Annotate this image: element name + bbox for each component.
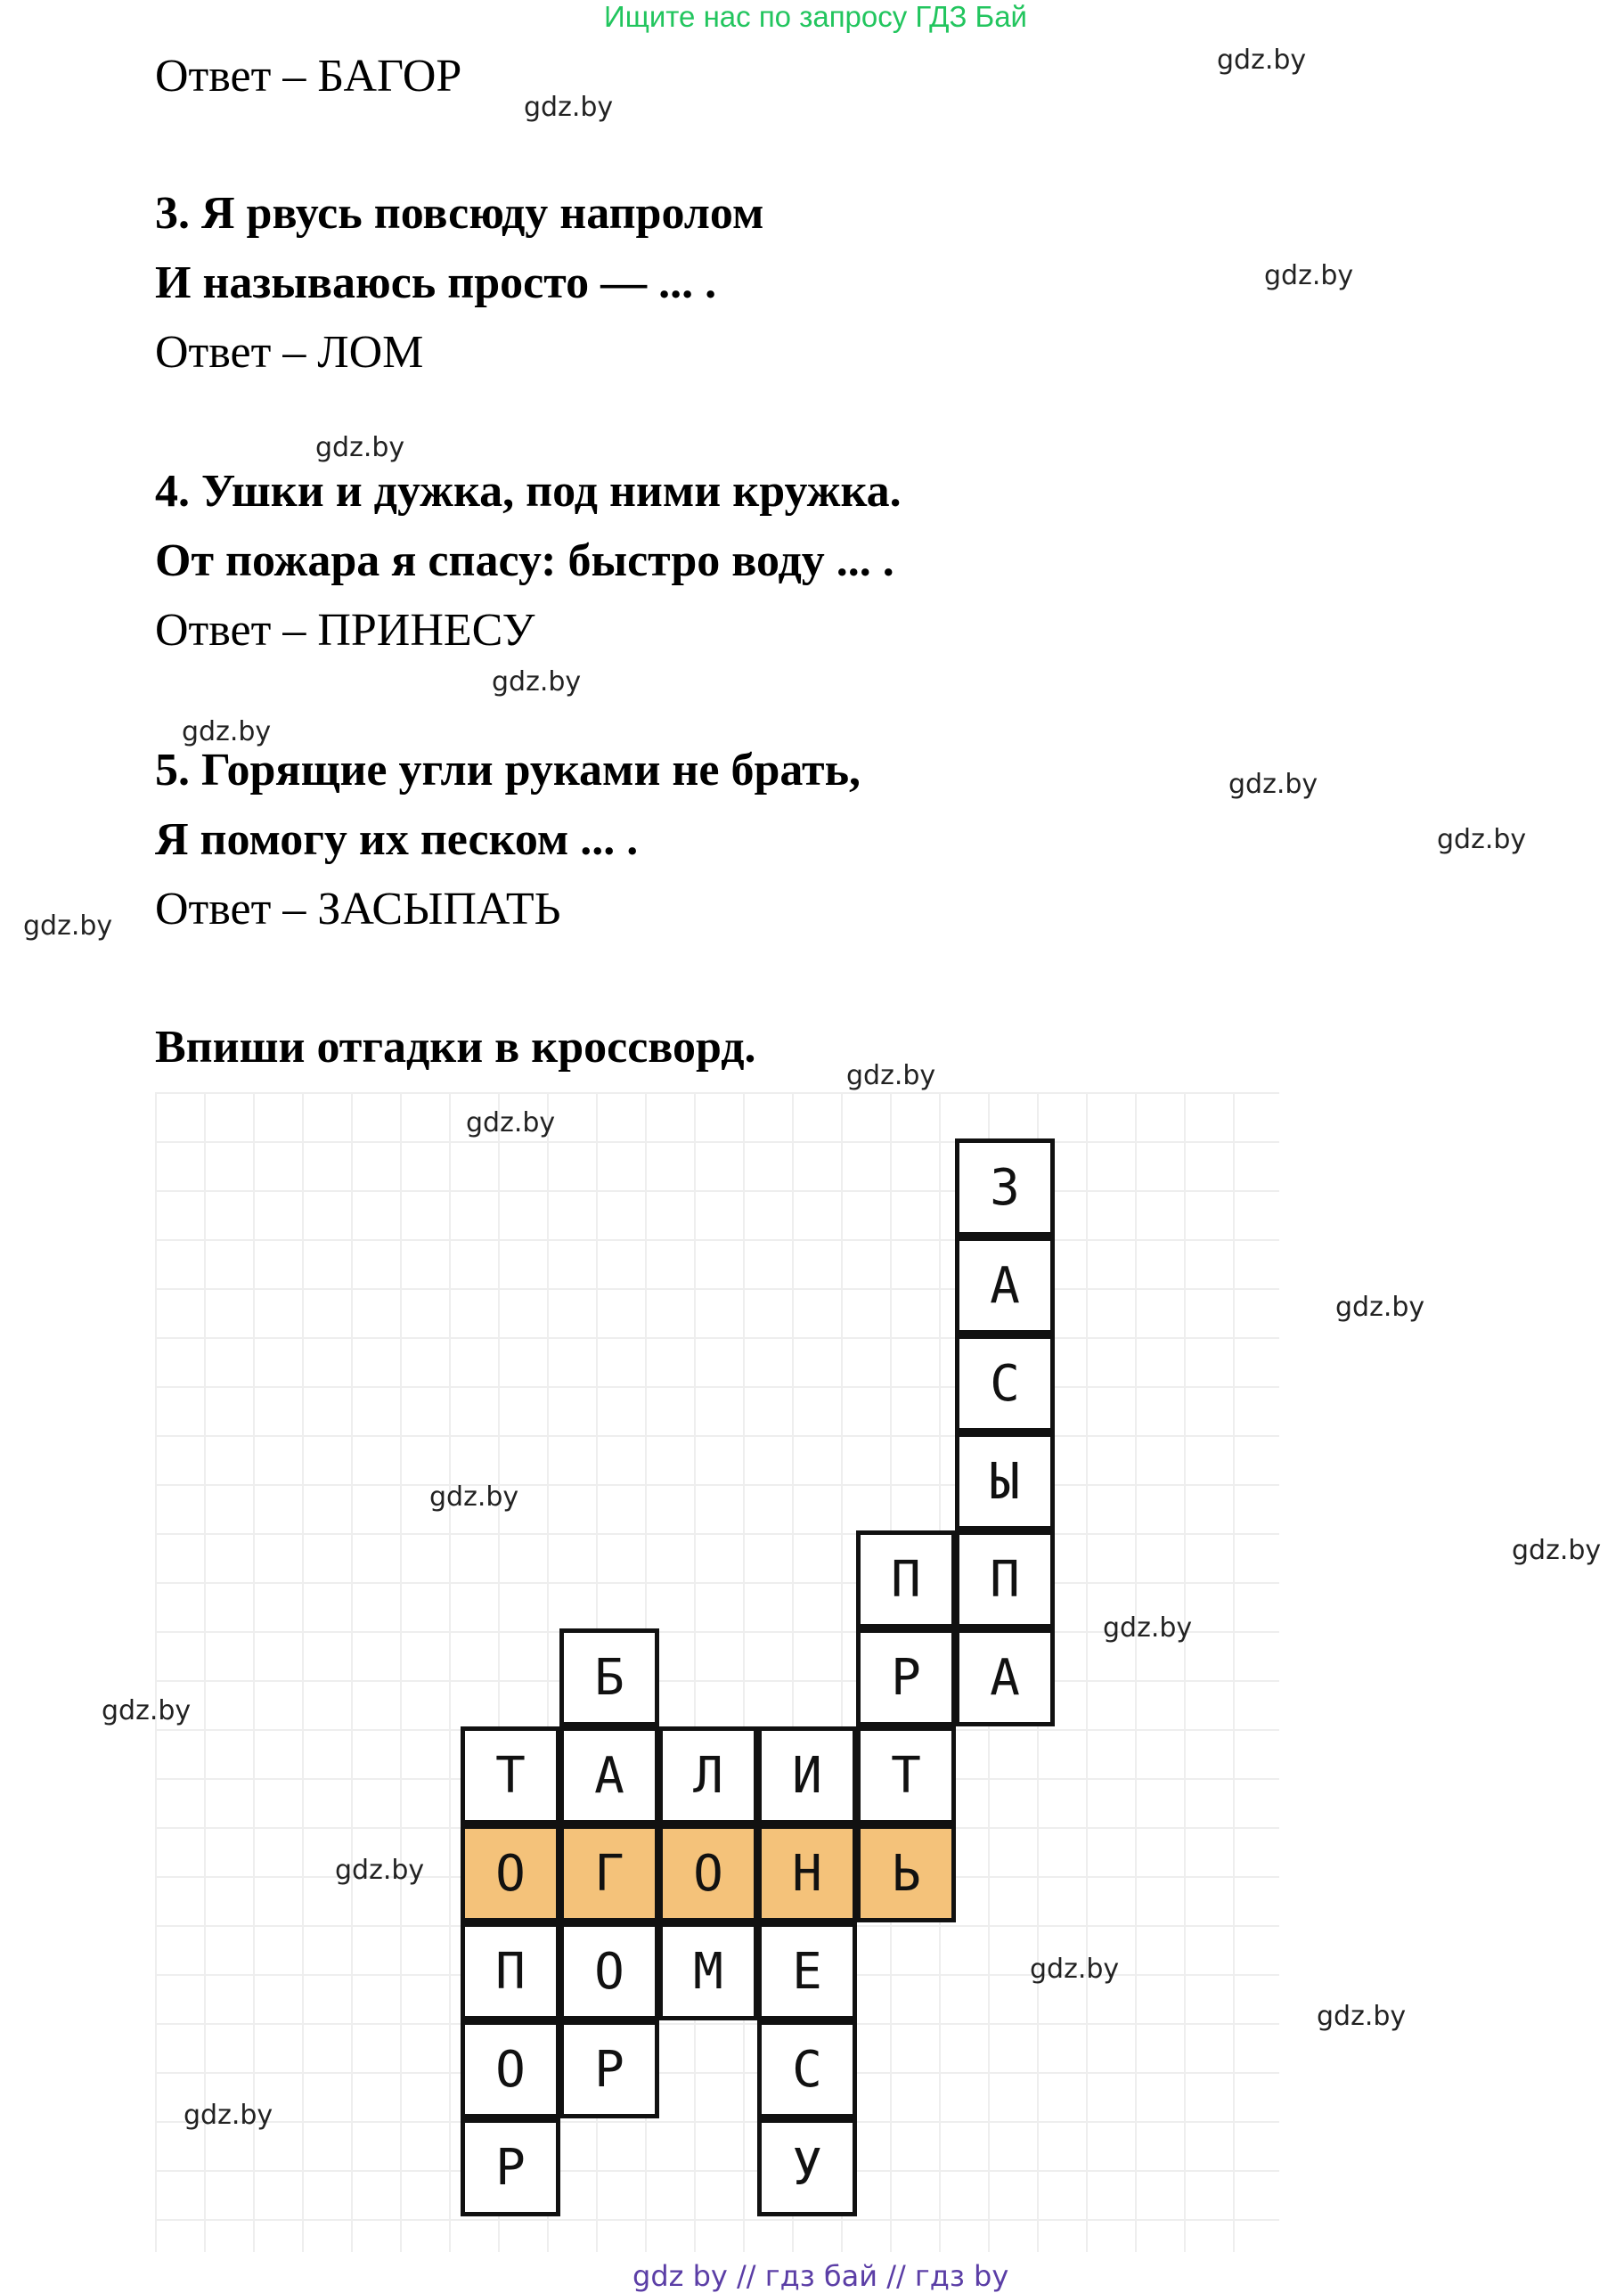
- watermark: gdz.by: [1512, 1535, 1602, 1566]
- crossword-cell: О: [658, 1824, 758, 1922]
- riddle-4-line-2: От пожара я спасу: быстро воду ... .: [155, 535, 894, 586]
- watermark: gdz.by: [1335, 1292, 1425, 1323]
- crossword-cell: О: [461, 1824, 560, 1922]
- crossword-cell: Н: [757, 1824, 857, 1922]
- riddle-3-line-2: И называюсь просто — ... .: [155, 257, 717, 308]
- riddle-5-line-2: Я помогу их песком ... .: [155, 814, 639, 865]
- crossword-cell: Г: [559, 1824, 659, 1922]
- top-banner[interactable]: Ищите нас по запросу ГДЗ Бай: [604, 0, 1027, 33]
- riddle-3-answer: Ответ – ЛОМ: [155, 327, 424, 378]
- riddle-3-line-1: 3. Я рвусь повсюду напролом: [155, 188, 764, 239]
- crossword-cell: М: [658, 1922, 758, 2020]
- watermark: gdz.by: [1437, 824, 1527, 855]
- watermark: gdz.by: [524, 92, 614, 123]
- watermark: gdz.by: [1317, 2001, 1407, 2032]
- watermark: gdz.by: [492, 666, 582, 698]
- crossword-cell: А: [955, 1236, 1055, 1334]
- crossword-cell: А: [559, 1726, 659, 1824]
- crossword-cell: О: [461, 2020, 560, 2118]
- watermark: gdz.by: [1103, 1612, 1193, 1644]
- crossword-cell: О: [559, 1922, 659, 2020]
- crossword-cell: Р: [856, 1628, 956, 1726]
- crossword-cell: Р: [559, 2020, 659, 2118]
- watermark: gdz.by: [466, 1107, 556, 1138]
- crossword-cell: Ы: [955, 1432, 1055, 1530]
- riddle-4-line-1: 4. Ушки и дужка, под ними кружка.: [155, 466, 902, 517]
- crossword-cell: З: [955, 1138, 1055, 1236]
- watermark: gdz.by: [1217, 45, 1307, 76]
- crossword-cell: С: [955, 1334, 1055, 1432]
- task-heading: Впиши отгадки в кроссворд.: [155, 1022, 756, 1073]
- crossword-cell: А: [955, 1628, 1055, 1726]
- watermark: gdz.by: [1030, 1954, 1120, 1985]
- crossword-cell: П: [955, 1530, 1055, 1628]
- riddle-5-answer: Ответ – ЗАСЫПАТЬ: [155, 884, 561, 934]
- footer-links[interactable]: gdz by // гдз бай // гдз by: [632, 2259, 1009, 2293]
- watermark: gdz.by: [429, 1481, 519, 1513]
- crossword-cell: Ь: [856, 1824, 956, 1922]
- watermark: gdz.by: [335, 1855, 425, 1886]
- crossword-cell: Т: [856, 1726, 956, 1824]
- crossword-cell: Р: [461, 2118, 560, 2216]
- watermark: gdz.by: [846, 1060, 936, 1091]
- crossword-cell: У: [757, 2118, 857, 2216]
- watermark: gdz.by: [182, 716, 272, 747]
- crossword-cell: Л: [658, 1726, 758, 1824]
- riddle-5-line-1: 5. Горящие угли руками не брать,: [155, 745, 861, 796]
- crossword-cell: С: [757, 2020, 857, 2118]
- watermark: gdz.by: [23, 910, 113, 942]
- watermark: gdz.by: [1228, 769, 1318, 800]
- crossword-grid-paper: [155, 1092, 1279, 2252]
- crossword-cell: Е: [757, 1922, 857, 2020]
- watermark: gdz.by: [102, 1695, 192, 1726]
- riddle-4-answer: Ответ – ПРИНЕСУ: [155, 605, 535, 656]
- crossword-cell: И: [757, 1726, 857, 1824]
- crossword-cell: П: [856, 1530, 956, 1628]
- watermark: gdz.by: [1264, 260, 1354, 291]
- crossword-cell: Б: [559, 1628, 659, 1726]
- crossword-cell: Т: [461, 1726, 560, 1824]
- answer-prev: Ответ – БАГОР: [155, 51, 462, 102]
- crossword-cell: П: [461, 1922, 560, 2020]
- watermark: gdz.by: [184, 2100, 273, 2131]
- watermark: gdz.by: [315, 432, 405, 463]
